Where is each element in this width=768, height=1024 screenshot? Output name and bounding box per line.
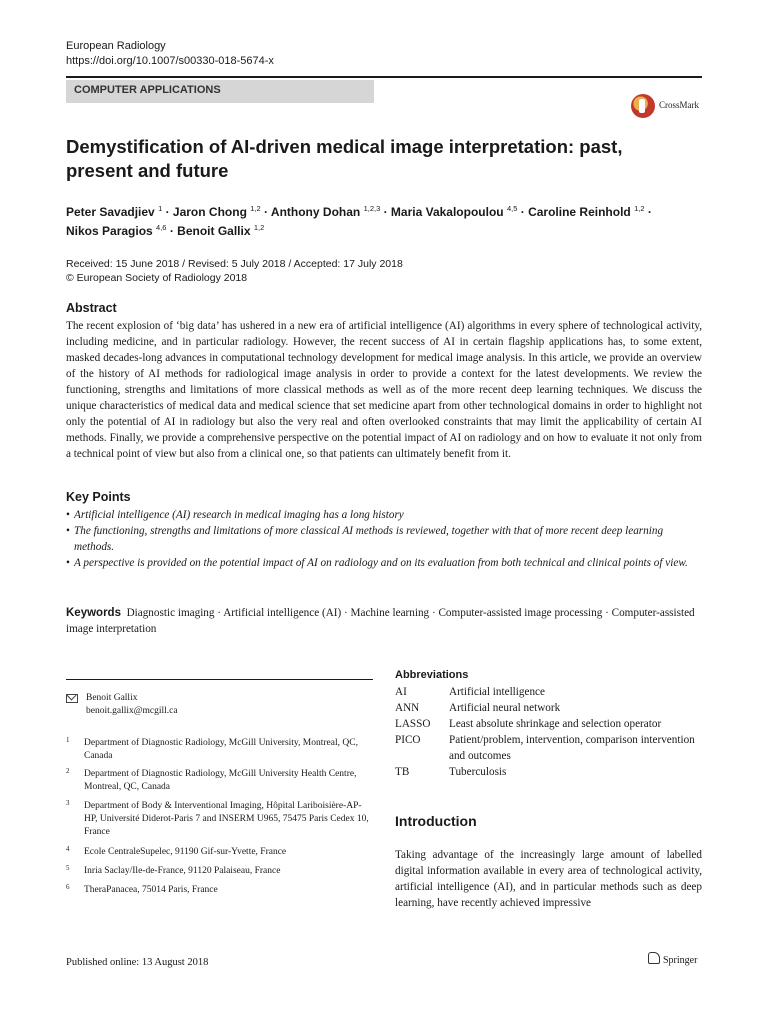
abbreviation-definition: Patient/problem, intervention, comparison intervention and outcomes — [449, 734, 695, 762]
key-point-item — [66, 523, 702, 555]
key-point-item — [66, 507, 702, 523]
affiliation-text: Department of Diagnostic Radiology, McGill University, Montreal, QC, Canada — [84, 738, 358, 761]
author-affiliation-ref: 4,6 — [156, 223, 167, 232]
affiliation-item — [66, 865, 373, 878]
author-separator: · — [166, 224, 178, 238]
abbreviation-definition: Tuberculosis — [449, 766, 507, 778]
affiliation-item — [66, 846, 373, 859]
affiliation-text: Department of Diagnostic Radiology, McGill University Health Centre, Montreal, QC, Canada — [84, 769, 357, 792]
crossmark-label: CrossMark — [659, 100, 699, 110]
abbreviation-row — [395, 732, 705, 764]
author-affiliation-ref: 4,5 — [506, 204, 518, 213]
springer-horse-icon — [648, 952, 660, 964]
category-label: COMPUTER APPLICATIONS — [74, 84, 221, 96]
affiliation-item — [66, 800, 373, 839]
abbreviation-definition: Least absolute shrinkage and selection operator — [449, 718, 662, 730]
author-name[interactable]: Maria Vakalopoulou $^{4,5}$ — [390, 204, 518, 219]
abbreviation-row — [395, 764, 705, 780]
author-separator: · — [162, 205, 173, 219]
affiliation-text: Ecole CentraleSupelec, 91190 Gif-sur-Yvette, France — [84, 847, 287, 857]
affiliation-number: 6 — [66, 883, 70, 891]
keywords-text: Diagnostic imaging · Artificial intelligence (AI) · Machine learning · Computer-assisted image processing · Computer-assisted image interpretation — [66, 607, 695, 635]
author-name[interactable]: Jaron Chong $^{1,2}$ — [172, 204, 261, 219]
key-point-text: Artificial intelligence (AI) research in medical imaging has a long history — [74, 509, 404, 521]
affiliation-text: Inria Saclay/Ile-de-France, 91120 Palaiseau, France — [84, 866, 281, 876]
article-dates: Received: 15 June 2018 / Revised: 5 July 2018 / Accepted: 17 July 2018 — [66, 258, 403, 270]
author-separator: · — [380, 205, 391, 219]
affiliation-number: 4 — [66, 845, 70, 853]
abstract-heading: Abstract — [66, 301, 117, 315]
bullet-icon: • — [66, 509, 70, 521]
publisher-name: Springer — [663, 955, 698, 966]
key-points-heading: Key Points — [66, 490, 131, 504]
author-name[interactable]: Nikos Paragios $^{4,6}$ — [66, 223, 167, 238]
abbreviation-term: PICO — [395, 734, 421, 746]
author-list — [66, 201, 686, 239]
abbreviation-term: TB — [395, 766, 410, 778]
header-rule — [66, 76, 702, 78]
affiliation-text: Department of Body & Interventional Imaging, Hôpital Lariboisière-AP-HP, Université Diderot-Paris 7 and INSERM U965, 75475 Paris Cedex 10, France — [84, 801, 369, 837]
key-point-item — [66, 555, 702, 571]
keywords-block — [66, 605, 702, 637]
abbreviation-row — [395, 684, 705, 700]
author-affiliation-ref: 1,2 — [634, 204, 645, 213]
category-banner — [66, 80, 374, 103]
abbreviations-heading: Abbreviations — [395, 669, 469, 681]
author-affiliation-ref: 1,2 — [253, 223, 265, 232]
author-affiliation-ref: 1,2,3 — [363, 204, 381, 213]
abbreviations-table — [395, 684, 705, 780]
key-points-list — [66, 507, 702, 571]
copyright-notice: © European Society of Radiology 2018 — [66, 272, 248, 284]
abbreviation-term: LASSO — [395, 718, 431, 730]
affiliation-number: 3 — [66, 799, 70, 807]
introduction-heading: Introduction — [395, 813, 477, 829]
crossmark-icon — [631, 94, 655, 118]
envelope-icon — [66, 694, 78, 703]
author-separator: · — [644, 205, 652, 219]
crossmark-badge[interactable] — [628, 92, 704, 122]
introduction-text: Taking advantage of the increasingly large amount of labelled digital information available in every area of technological activity, artificial intelligence (AI), and in particular methods such as deep learning, have recently achieved impressive — [395, 849, 702, 909]
affiliation-text: TheraPanacea, 75014 Paris, France — [84, 885, 218, 895]
abbreviation-term: ANN — [395, 702, 420, 714]
footnote-rule — [66, 679, 373, 680]
corresponding-author: Benoit Gallix — [86, 693, 138, 703]
affiliation-item — [66, 737, 373, 763]
journal-name: European Radiology — [66, 40, 166, 52]
author-separator: · — [260, 205, 271, 219]
publisher-logo — [648, 952, 697, 966]
affiliation-number: 5 — [66, 864, 70, 872]
corresponding-email[interactable]: benoit.gallix@mcgill.ca — [86, 706, 178, 716]
author-name[interactable]: Benoit Gallix $^{1,2}$ — [177, 223, 265, 238]
published-date: Published online: 13 August 2018 — [66, 957, 209, 968]
correspondence-block — [66, 692, 373, 718]
affiliation-item — [66, 884, 373, 897]
key-point-text: A perspective is provided on the potential impact of AI on radiology and on its evaluation from both technical and clinical points of view. — [74, 557, 688, 569]
affiliation-number: 2 — [66, 767, 70, 775]
author-affiliation-ref: 1 — [158, 204, 163, 213]
abbreviation-row — [395, 716, 705, 732]
author-name[interactable]: Anthony Dohan $^{1,2,3}$ — [270, 204, 381, 219]
author-name[interactable]: Peter Savadjiev $^1$ — [66, 204, 163, 219]
keywords-label: Keywords — [66, 607, 121, 619]
affiliation-item — [66, 768, 373, 794]
abbreviation-definition: Artificial neural network — [449, 702, 561, 714]
bullet-icon: • — [66, 557, 70, 569]
abbreviation-definition: Artificial intelligence — [449, 686, 545, 698]
abbreviation-term: AI — [395, 686, 407, 698]
author-affiliation-ref: 1,2 — [250, 204, 261, 213]
abbreviation-row — [395, 700, 705, 716]
affiliation-number: 1 — [66, 736, 70, 744]
article-title: Demystification of AI-driven medical image interpretation: past, present and future — [66, 136, 623, 181]
bullet-icon: • — [66, 525, 70, 537]
author-name[interactable]: Caroline Reinhold $^{1,2}$ — [528, 204, 645, 219]
key-point-text: The functioning, strengths and limitations of more classical AI methods is reviewed, together with that of more recent deep learning methods. — [74, 525, 664, 553]
doi-link[interactable]: https://doi.org/10.1007/s00330-018-5674-x — [66, 55, 274, 67]
abstract-text: The recent explosion of ‘big data’ has ushered in a new era of artificial intelligence (AI) algorithms in every sphere of technological activity, including medicine, and in particular radiology. However, the recent success of AI in certain flagship applications has, to some extent, masked decades-long advances in computational technology development for medical image analysis. In this article, we provide an overview of the history of AI methods for radiological image analysis in order to provide a context for the latest developments. We review the functioning, strengths and limitations of more classical methods as well as of the more recent deep learning techniques. We discuss the unique characteristics of medical data and medical science that set medicine apart from other technological domains in order to highlight not only the potential of AI in radiology but also the very real and often overlooked constraints that may limit the applicability of certain AI methods. Finally, we provide a comprehensive perspective on the potential impact of AI on radiology and on how to evaluate it not only from a technical point of view but also from a clinical one, so that patients can ultimately benefit from it. — [66, 320, 702, 460]
author-separator: · — [517, 205, 529, 219]
